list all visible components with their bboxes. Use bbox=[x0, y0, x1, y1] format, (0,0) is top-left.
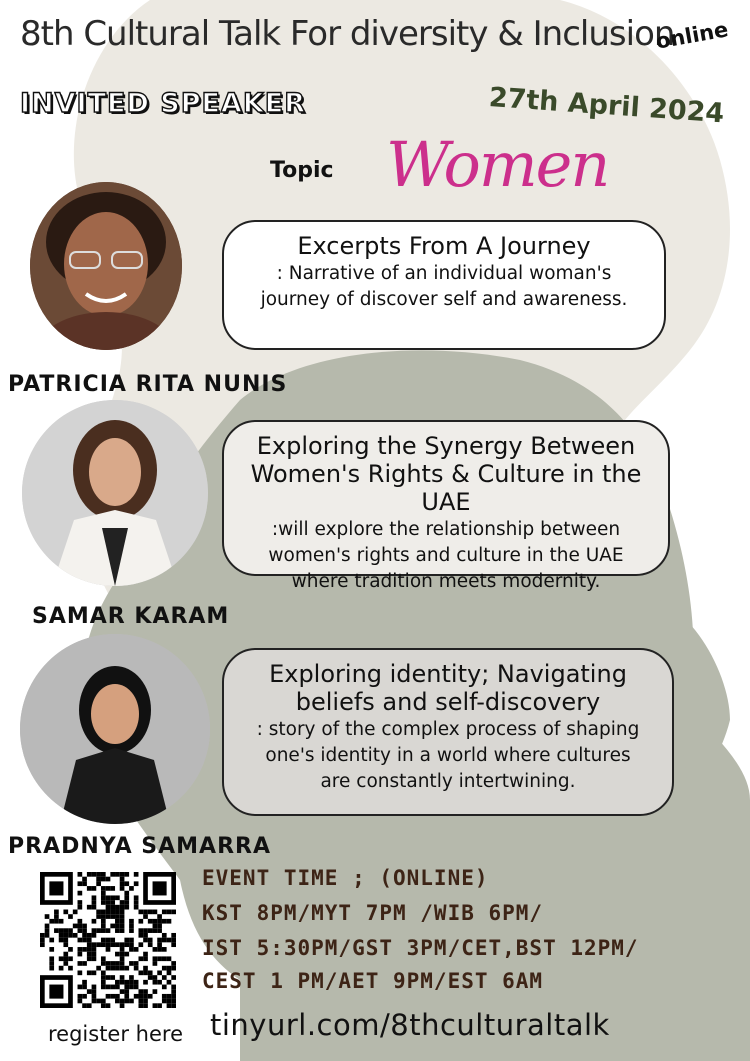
talk-desc-line: are constantly intertwining. bbox=[320, 771, 576, 792]
talk-title: Excerpts From A Journey bbox=[297, 232, 591, 260]
talk-box-1 bbox=[222, 220, 666, 350]
register-label: register here bbox=[48, 1022, 183, 1046]
talk-desc-line: journey of discover self and awareness. bbox=[260, 289, 628, 310]
event-time-line: KST 8PM/MYT 7PM /WIB 6PM/ bbox=[202, 901, 544, 925]
talk-desc-line: women's rights and culture in the UAE bbox=[268, 545, 624, 566]
speaker-photo-pradnya bbox=[20, 634, 210, 824]
talk-desc-line: : Narrative of an individual woman's bbox=[276, 263, 612, 284]
speaker-name-samar: SAMAR KARAM bbox=[32, 604, 230, 629]
speaker-name-patricia: PATRICIA RITA NUNIS bbox=[8, 372, 288, 397]
talk-desc-line: where tradition meets modernity. bbox=[291, 571, 601, 592]
event-title: 8th Cultural Talk For diversity & Inclusion bbox=[20, 14, 675, 54]
talk-desc-line: : story of the complex process of shaping bbox=[256, 719, 640, 740]
talk-desc-line: :will explore the relationship between bbox=[271, 519, 621, 540]
registration-url-link[interactable]: tinyurl.com/8thculturaltalk bbox=[210, 1008, 610, 1042]
online-label: online bbox=[654, 17, 731, 54]
speaker-photo-patricia bbox=[30, 182, 182, 350]
event-time-line: IST 5:30PM/GST 3PM/CET,BST 12PM/ bbox=[202, 936, 639, 960]
qr-code[interactable] bbox=[40, 872, 176, 1008]
talk-title-line: Women's Rights & Culture in the UAE bbox=[250, 460, 642, 516]
talk-box-3 bbox=[222, 648, 674, 816]
topic-value: Women bbox=[386, 128, 609, 201]
invited-speaker-heading: INVITED SPEAKER bbox=[20, 88, 306, 119]
speaker-photo-samar bbox=[22, 400, 208, 586]
talk-box-2 bbox=[222, 420, 670, 592]
topic-label: Topic bbox=[270, 158, 334, 183]
event-time-line: CEST 1 PM/AET 9PM/EST 6AM bbox=[202, 969, 544, 993]
avatar-illustration bbox=[20, 634, 210, 824]
event-date: 27th April 2024 bbox=[487, 82, 726, 130]
talk-desc-line: one's identity in a world where cultures bbox=[265, 745, 631, 766]
avatar-illustration bbox=[30, 182, 182, 350]
talk-title-line: beliefs and self-discovery bbox=[295, 688, 601, 716]
talk-title-line: Exploring the Synergy Between bbox=[256, 432, 636, 460]
avatar-illustration bbox=[22, 400, 208, 586]
talk-title-line: Exploring identity; Navigating bbox=[269, 660, 627, 688]
event-time-line: EVENT TIME ; (ONLINE) bbox=[202, 866, 489, 890]
speaker-name-pradnya: PRADNYA SAMARRA bbox=[8, 834, 271, 859]
